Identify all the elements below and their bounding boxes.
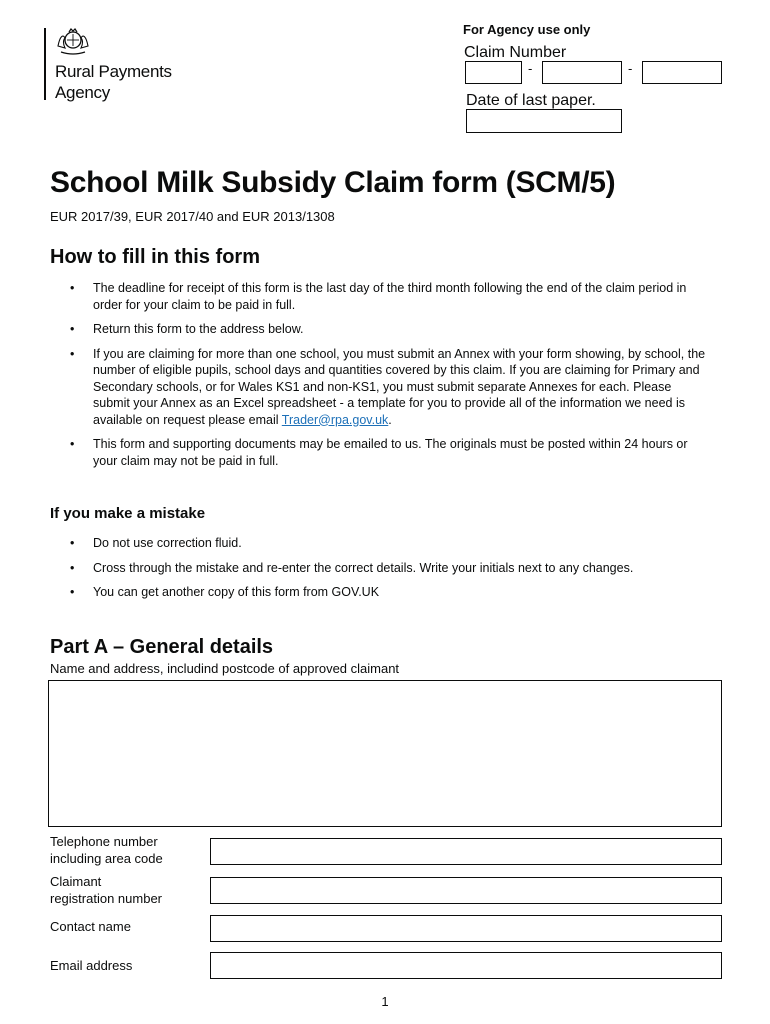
- list-item: • This form and supporting documents may be emailed to us. The originals must be posted within 24 hours or your claim may not be paid in full.: [50, 436, 710, 469]
- logo-line-2: Agency: [55, 83, 110, 102]
- claim-number-part-2-input[interactable]: [542, 61, 622, 84]
- list-item: • Return this form to the address below.: [50, 321, 710, 338]
- royal-crest-icon: [55, 26, 91, 56]
- regulation-reference: EUR 2017/39, EUR 2017/40 and EUR 2013/1308: [50, 209, 335, 224]
- list-item: • If you are claiming for more than one school, you must submit an Annex with your form showing, by school, the number of eligible pupils, school days and quantities covered by this claim. If you are claiming for Primary and Secondary schools, or for Wales KS1 and non-KS1, you must submit separate Annexes for each. Please submit your Annex as an Excel spreadsheet - a template for you to provide all of the information we need is available on request please email Trader@rpa.gov.uk.: [50, 346, 710, 429]
- list-item: • You can get another copy of this form from GOV.UK: [50, 584, 710, 601]
- how-to-heading: How to fill in this form: [50, 246, 260, 268]
- logo-text: [55, 61, 172, 103]
- date-last-paper-input[interactable]: [466, 109, 622, 133]
- telephone-input[interactable]: [210, 838, 722, 865]
- claim-number-label: Claim Number: [464, 44, 567, 61]
- claim-number-separator-2: -: [628, 61, 633, 76]
- contact-name-label: Contact name: [50, 919, 131, 934]
- mistake-heading: If you make a mistake: [50, 505, 206, 522]
- page-title: School Milk Subsidy Claim form (SCM/5): [50, 166, 616, 199]
- claim-number-separator-1: -: [528, 61, 533, 76]
- claim-number-part-3-input[interactable]: [642, 61, 722, 84]
- claim-number-part-1-input[interactable]: [465, 61, 522, 84]
- registration-number-input[interactable]: [210, 877, 722, 904]
- claimant-address-input[interactable]: [48, 680, 722, 827]
- trader-email-link[interactable]: Trader@rpa.gov.uk: [281, 412, 389, 427]
- telephone-label: Telephone number including area code: [50, 834, 163, 866]
- logo-divider: [44, 28, 46, 100]
- how-to-list: [50, 280, 710, 477]
- agency-use-panel: [463, 22, 743, 37]
- list-item: • The deadline for receipt of this form is the last day of the third month following the end of the claim period in order for your claim to be paid in full.: [50, 280, 710, 313]
- registration-number-label: Claimant registration number: [50, 874, 162, 906]
- email-address-label: Email address: [50, 958, 133, 973]
- email-address-input[interactable]: [210, 952, 722, 979]
- part-a-heading: Part A – General details: [50, 636, 274, 658]
- logo-line-1: Rural Payments: [55, 62, 172, 81]
- list-item: • Cross through the mistake and re-enter the correct details. Write your initials next to any changes.: [50, 560, 710, 577]
- page-number: 1: [381, 994, 389, 1009]
- agency-use-heading: For Agency use only: [463, 22, 591, 37]
- date-last-paper-label: Date of last paper.: [466, 92, 596, 109]
- claimant-address-label: Name and address, includind postcode of approved claimant: [50, 661, 400, 676]
- list-item: • Do not use correction fluid.: [50, 535, 710, 552]
- mistake-list: [50, 535, 710, 609]
- contact-name-input[interactable]: [210, 915, 722, 942]
